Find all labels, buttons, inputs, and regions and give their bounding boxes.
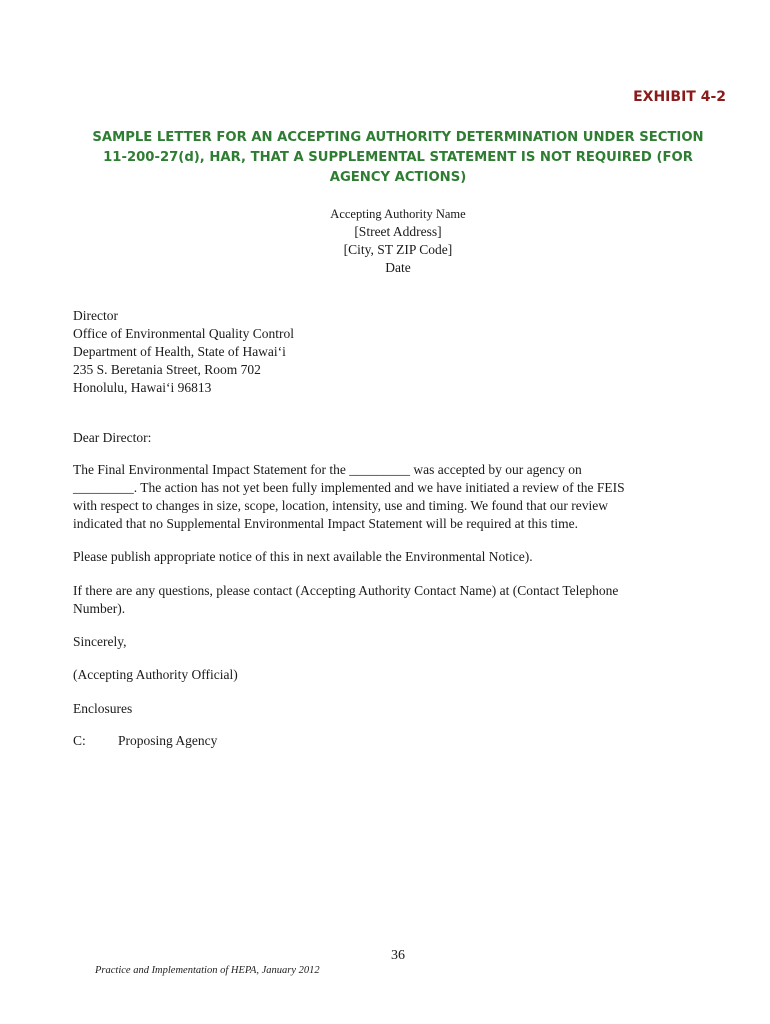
recipient-line-2: Office of Environmental Quality Control <box>73 326 294 341</box>
letter-heading <box>60 128 736 188</box>
heading-line-2: 11-200-27(d), HAR, THAT A SUPPLEMENTAL STATEMENT IS NOT REQUIRED (FOR <box>103 150 693 165</box>
body-p3-line-1: If there are any questions, please contact (Accepting Authority Contact Name) at (Contact Telephone <box>73 583 619 598</box>
body-p1-line-1: The Final Environmental Impact Statement for the _________ was accepted by our agency on <box>73 462 582 477</box>
recipient-line-5: Honolulu, Hawai‘i 96813 <box>73 380 212 395</box>
recipient-line-4: 235 S. Beretania Street, Room 702 <box>73 362 261 377</box>
body-p1-line-4: indicated that no Supplemental Environmental Impact Statement will be required at this time. <box>73 516 578 531</box>
sender-city: [City, ST ZIP Code] <box>343 242 453 257</box>
body-paragraph-3 <box>73 582 713 618</box>
signature: (Accepting Authority Official) <box>73 667 238 682</box>
cc-line <box>73 732 218 750</box>
closing: Sincerely, <box>73 634 127 649</box>
recipient-line-3: Department of Health, State of Hawai‘i <box>73 344 286 359</box>
body-paragraph-1 <box>73 461 713 533</box>
enclosures: Enclosures <box>73 701 133 716</box>
body-p2-line-1: Please publish appropriate notice of this in next available the Environmental Notice). <box>73 549 533 564</box>
recipient-address <box>73 307 294 397</box>
heading-line-3: AGENCY ACTIONS) <box>329 170 467 185</box>
sender-date: Date <box>385 260 411 275</box>
exhibit-label: EXHIBIT 4-2 <box>633 89 726 105</box>
cc-value: Proposing Agency <box>118 733 218 748</box>
body-p1-line-2: _________. The action has not yet been fully implemented and we have initiated a review of the FEIS <box>73 480 625 495</box>
body-p3-line-2: Number). <box>73 601 126 616</box>
salutation: Dear Director: <box>73 430 152 445</box>
page-number: 36 <box>391 948 405 963</box>
sender-name: Accepting Authority Name <box>330 207 466 221</box>
recipient-line-1: Director <box>73 308 118 323</box>
body-p1-line-3: with respect to changes in size, scope, location, intensity, use and timing. We found that our review <box>73 498 609 513</box>
footer-text: Practice and Implementation of HEPA, January 2012 <box>95 965 320 976</box>
cc-label: C: <box>73 733 86 748</box>
sender-street: [Street Address] <box>354 224 442 239</box>
body-paragraph-2 <box>73 548 713 566</box>
heading-line-1: SAMPLE LETTER FOR AN ACCEPTING AUTHORITY DETERMINATION UNDER SECTION <box>92 130 704 145</box>
sender-block <box>220 205 576 277</box>
